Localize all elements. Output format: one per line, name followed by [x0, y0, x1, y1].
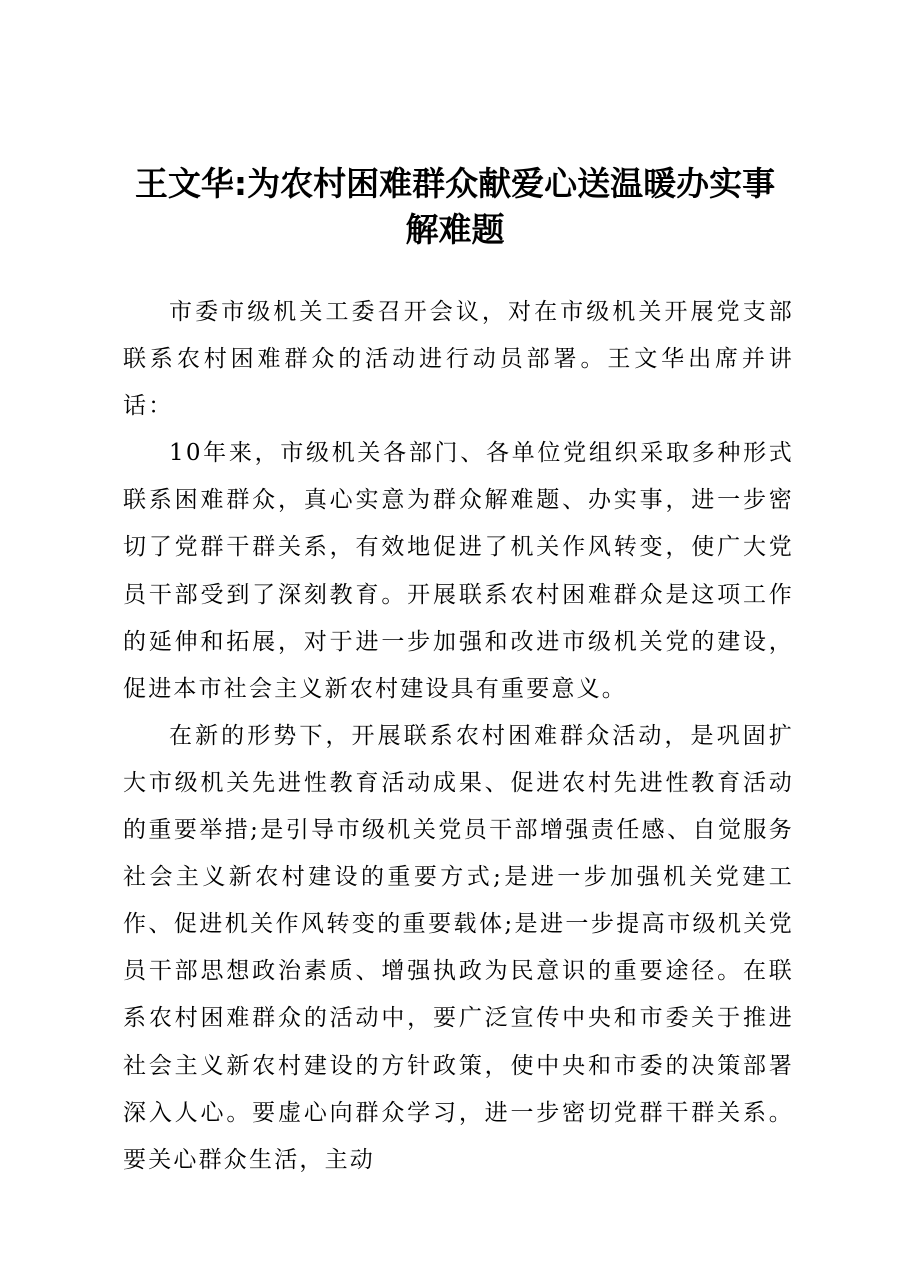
paragraph-1: 市委市级机关工委召开会议，对在市级机关开展党支部联系农村困难群众的活动进行动员部署。王文华出席并讲话： [123, 299, 794, 420]
document-body [123, 289, 794, 1184]
document-title: 王文华:为农村困难群众献爱心送温暖办实事解难题 [134, 164, 776, 249]
paragraph-3: 在新的形势下，开展联系农村困难群众活动，是巩固扩大市级机关先进性教育活动成果、促进农村先进性教育活动的重要举措;是引导市级机关党员干部增强责任感、自觉服务社会主义新农村建设的重要方式;是进一步加强机关党建工作、促进机关作风转变的重要载体;是进一步提高市级机关党员干部思想政治素质、增强执政为民意识的重要途径。在联系农村困难群众的活动中，要广泛宣传中央和市委关于推进社会主义新农村建设的方针政策，使中央和市委的决策部署深入人心。要虚心向群众学习，进一步密切党群干群关系。要关心群众生活，主动 [123, 722, 794, 1173]
paragraph-2: 10年来，市级机关各部门、各单位党组织采取多种形式联系困难群众，真心实意为群众解难题、办实事，进一步密切了党群干群关系，有效地促进了机关作风转变，使广大党员干部受到了深刻教育。开展联系农村困难群众是这项工作的延伸和拓展，对于进一步加强和改进市级机关党的建设，促进本市社会主义新农村建设具有重要意义。 [123, 440, 794, 702]
